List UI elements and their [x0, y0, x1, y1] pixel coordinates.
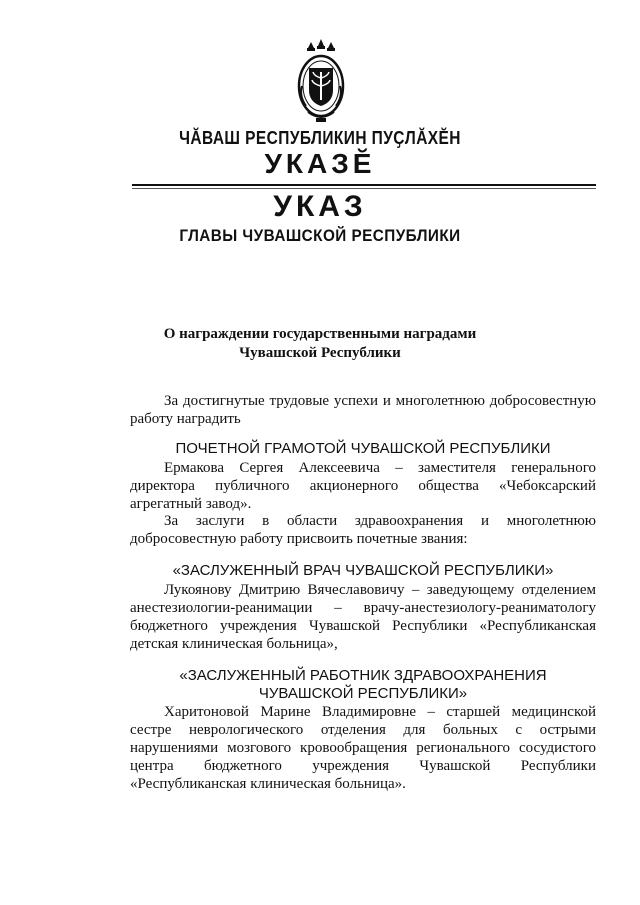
- section2-intro: За заслуги в области здравоохранения и многолетнюю добросовестную работу присвоить почетные звания:: [130, 513, 596, 547]
- header-rule-thin: [132, 188, 596, 189]
- award-title-rabotnik-line-2: ЧУВАШСКОЙ РЕСПУБЛИКИ»: [258, 685, 468, 702]
- decree-subject: [0, 325, 640, 363]
- section1-intro: За достигнутые трудовые успехи и многолетнюю добросовестную работу наградить: [130, 393, 596, 427]
- subject-line-1: О награждении государственными наградами: [163, 326, 477, 342]
- subject-line-2: Чувашской Республики: [239, 345, 401, 361]
- header-chuvash-ukaz: УКАЗӖ: [264, 148, 376, 179]
- coat-of-arms-emblem: [296, 38, 346, 128]
- header-glava: ГЛАВЫ ЧУВАШСКОЙ РЕСПУБЛИКИ: [179, 226, 461, 245]
- award-title-gramota: ПОЧЕТНОЙ ГРАМОТОЙ ЧУВАШСКОЙ РЕСПУБЛИКИ: [175, 440, 551, 457]
- header-rule-thick: [132, 184, 596, 186]
- recipient-haritonova: Харитоновой Марине Владимировне – старшей медицинской сестре неврологического отделения для больных с острыми нарушениями мозгового кровообращения регионального сосудистого центра бюджетного учреждения Чувашской Республики «Республиканская клиническая больница».: [130, 704, 596, 792]
- award-title-vrach: «ЗАСЛУЖЕННЫЙ ВРАЧ ЧУВАШСКОЙ РЕСПУБЛИКИ»: [172, 562, 554, 579]
- award-title-rabotnik-line-1: «ЗАСЛУЖЕННЫЙ РАБОТНИК ЗДРАВООХРАНЕНИЯ: [179, 667, 547, 684]
- recipient-lukoyanov: Лукоянову Дмитрию Вячеславовичу – заведующему отделением анестезиологии-реанимации – врачу-анестезиологу-реаниматологу бюджетного учреждения Чувашской Республики «Республиканская детская клиническая больница»,: [130, 582, 596, 652]
- award-title-rabotnik: [130, 667, 596, 703]
- header-ukaz: УКАЗ: [273, 190, 367, 223]
- header-chuvash-title: ЧӐВАШ РЕСПУБЛИКИН ПУҪЛӐХӖН: [179, 128, 461, 148]
- recipient-ermakov: Ермакова Сергея Алексеевича – заместителя генерального директора публичного акционерного общества «Чебоксарский агрегатный завод».: [130, 460, 596, 512]
